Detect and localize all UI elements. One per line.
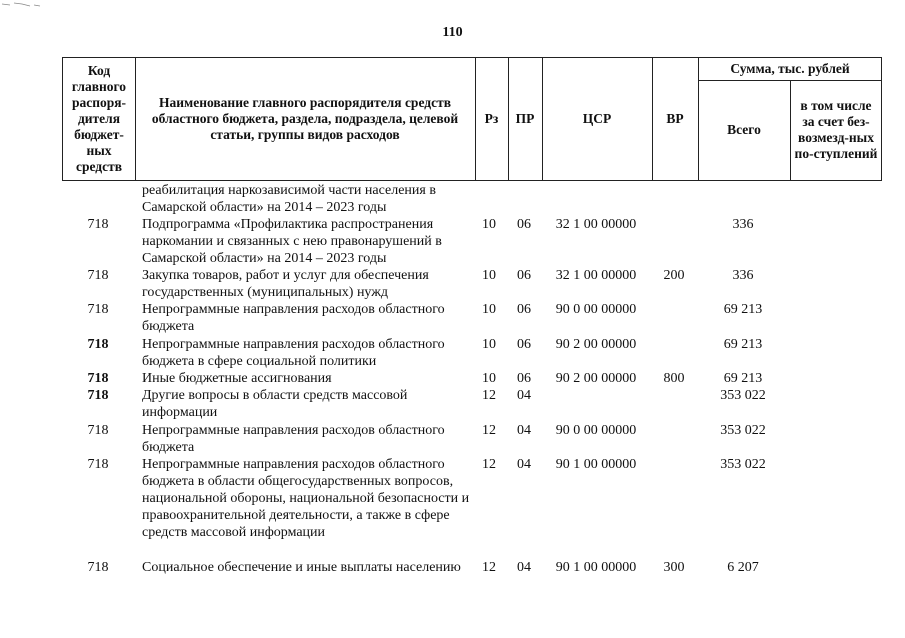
- row-name: Непрограммные направления расходов областного бюджета в области общегосударственных вопросов, национальной обороны, национальной безопасности и правоохранительной деятельности, а также в сфере средств массовой информации: [142, 457, 470, 540]
- row-rz: 10: [482, 371, 496, 386]
- row-vr: 200: [663, 268, 685, 283]
- row-csr: 90 1 00 00000: [555, 457, 637, 472]
- row-csr: 90 0 00 00000: [555, 423, 637, 438]
- row-pr: 04: [517, 388, 531, 403]
- row-total: 353 022: [720, 388, 766, 403]
- row-name: Непрограммные направления расходов областного бюджета: [142, 423, 445, 455]
- row-total: 6 207: [727, 560, 759, 575]
- row-pr: 06: [517, 302, 531, 317]
- row-total: 69 213: [723, 337, 763, 352]
- header-rz: Рз: [484, 111, 499, 126]
- row-rz: 10: [482, 217, 496, 232]
- row-total: 353 022: [720, 423, 766, 438]
- row-rz: 12: [482, 560, 496, 575]
- row-csr: 90 2 00 00000: [555, 337, 637, 352]
- header-csr: ЦСР: [582, 111, 612, 126]
- row-code: 718: [87, 457, 109, 472]
- row-name: Непрограммные направления расходов областного бюджета в сфере социальной политики: [142, 337, 445, 369]
- row-code: 718: [87, 337, 109, 352]
- row-pr: 04: [517, 560, 531, 575]
- row-code: 718: [87, 388, 109, 403]
- scan-artifact: [0, 0, 60, 10]
- row-pr: 06: [517, 371, 531, 386]
- row-pr: 04: [517, 457, 531, 472]
- row-total: 69 213: [723, 302, 763, 317]
- table-header: [62, 57, 882, 181]
- row-rz: 12: [482, 457, 496, 472]
- row-name: Социальное обеспечение и иные выплаты населению: [142, 560, 461, 575]
- row-pr: 04: [517, 423, 531, 438]
- row-total: 336: [732, 268, 754, 283]
- row-name: Иные бюджетные ассигнования: [142, 371, 332, 386]
- row-rz: 12: [482, 388, 496, 403]
- header-vr: ВР: [666, 111, 684, 126]
- row-csr: 90 0 00 00000: [555, 302, 637, 317]
- row-total: 69 213: [723, 371, 763, 386]
- row-total: 336: [732, 217, 754, 232]
- row-vr: 300: [663, 560, 685, 575]
- row-name: Другие вопросы в области средств массовой информации: [142, 388, 408, 420]
- row-code: 718: [87, 423, 109, 438]
- header-name: Наименование главного распорядителя средств областного бюджета, раздела, подраздела, целевой статьи, группы видов расходов: [151, 95, 459, 142]
- row-code: 718: [87, 302, 109, 317]
- row-name: реабилитация наркозависимой части населения в Самарской области» на 2014 – 2023 годы: [142, 183, 436, 215]
- row-total: 353 022: [720, 457, 766, 472]
- row-pr: 06: [517, 337, 531, 352]
- row-name: Подпрограмма «Профилактика распространения наркомании и связанных с нею правонарушений в Самарской области» на 2014 – 2023 годы: [142, 217, 442, 266]
- row-csr: 32 1 00 00000: [555, 217, 637, 232]
- row-code: 718: [87, 560, 109, 575]
- row-name: Закупка товаров, работ и услуг для обеспечения государственных (муниципальных) нужд: [142, 268, 429, 300]
- row-pr: 06: [517, 217, 531, 232]
- row-rz: 10: [482, 268, 496, 283]
- header-code: Код главного распоря-дителя бюджет-ных средств: [71, 63, 127, 174]
- page-number: 110: [442, 25, 463, 40]
- row-code: 718: [87, 268, 109, 283]
- row-pr: 06: [517, 268, 531, 283]
- row-code: 718: [87, 371, 109, 386]
- header-total: Всего: [727, 122, 761, 137]
- row-csr: 32 1 00 00000: [555, 268, 637, 283]
- header-pr: ПР: [515, 111, 535, 126]
- row-rz: 12: [482, 423, 496, 438]
- row-vr: 800: [663, 371, 685, 386]
- row-csr: 90 1 00 00000: [555, 560, 637, 575]
- row-rz: 10: [482, 302, 496, 317]
- header-including: в том числе за счет без-возмезд-ных по-ступлений: [794, 98, 878, 161]
- row-rz: 10: [482, 337, 496, 352]
- header-sum: Сумма, тыс. рублей: [730, 61, 850, 76]
- row-name: Непрограммные направления расходов областного бюджета: [142, 302, 445, 334]
- row-csr: 90 2 00 00000: [555, 371, 637, 386]
- row-code: 718: [87, 217, 109, 232]
